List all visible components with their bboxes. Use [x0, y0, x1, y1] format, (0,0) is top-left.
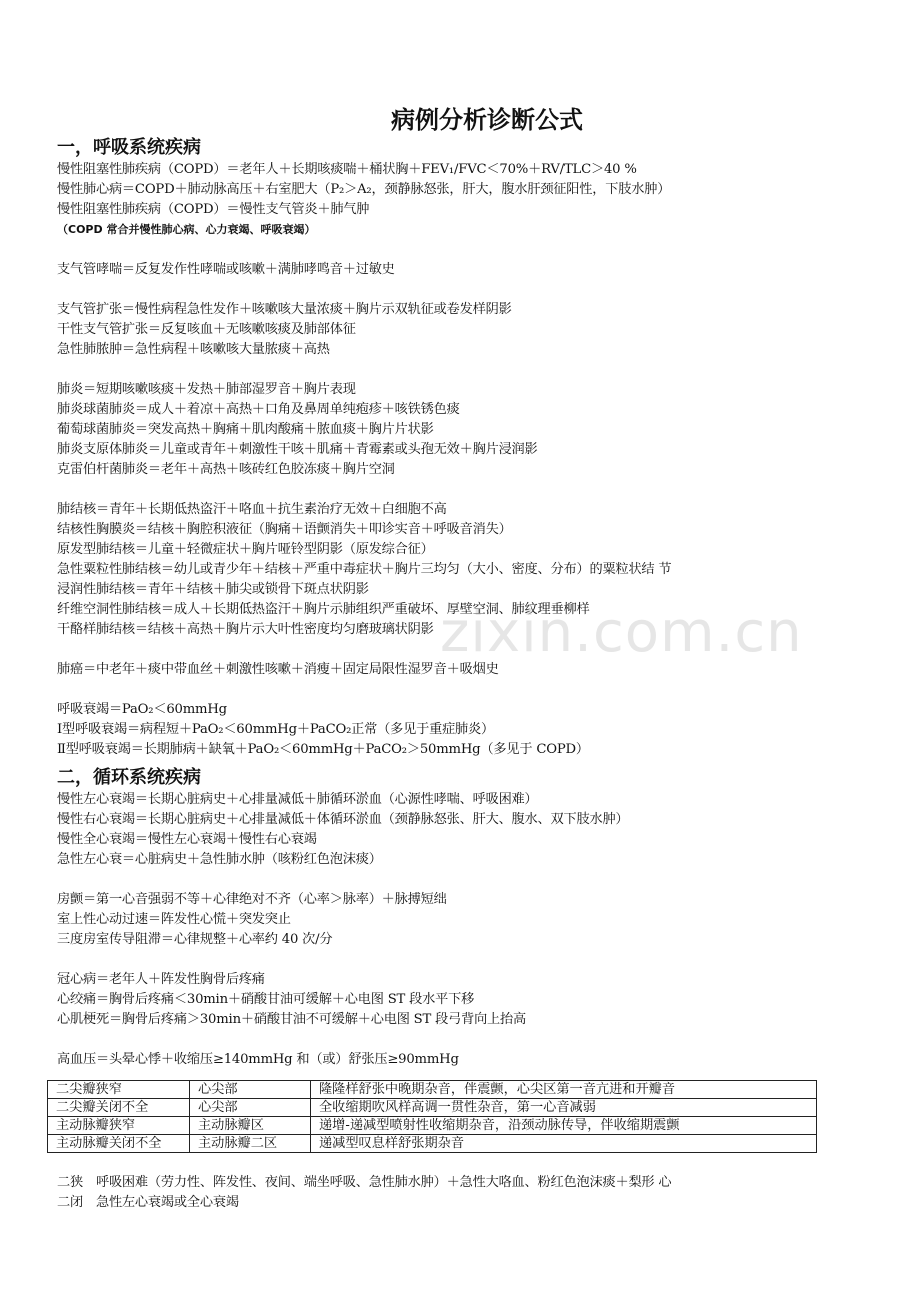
formula-line: 原发型肺结核＝儿童＋轻微症状＋胸片哑铃型阴影（原发综合征）	[57, 542, 434, 557]
formula-line: 结核性胸膜炎＝结核＋胸腔积液征（胸痛＋语颤消失＋叩诊实音＋呼吸音消失）	[57, 522, 512, 537]
coronary-group	[57, 970, 857, 1030]
formula-line: 心绞痛＝胸骨后疼痛＜30min＋硝酸甘油可缓解＋心电图 ST 段水平下移	[57, 992, 475, 1007]
formula-line: Ⅰ型呼吸衰竭＝病程短＋PaO₂＜60mmHg＋PaCO₂正常（多见于重症肺炎）	[57, 722, 495, 737]
auscultation-site-cell: 心尖部	[190, 1099, 311, 1117]
formula-line: 慢性阻塞性肺疾病（COPD）＝慢性支气管炎＋肺气肿	[57, 202, 370, 217]
formula-line: 急性肺脓肿＝急性病程＋咳嗽咳大量脓痰＋高热	[57, 342, 330, 357]
formula-line: 慢性右心衰竭＝长期心脏病史＋心排量减低＋体循环淤血（颈静脉怒张、肝大、腹水、双下肢水肿）	[57, 812, 629, 827]
murmur-description-cell: 隆隆样舒张中晚期杂音，伴震颤，心尖区第一音亢进和开瓣音	[311, 1081, 817, 1099]
hypertension-group	[57, 1050, 857, 1070]
auscultation-site-cell: 心尖部	[190, 1081, 311, 1099]
table-row	[48, 1081, 817, 1099]
formula-line: 肺炎球菌肺炎＝成人＋着凉＋高热＋口角及鼻周单纯疱疹＋咳铁锈色痰	[57, 402, 460, 417]
murmur-description-cell: 全收缩期吹风样高调一贯性杂音，第一心音减弱	[311, 1099, 817, 1117]
pneumonia-group	[57, 380, 857, 480]
copd-group	[57, 160, 857, 220]
formula-line: 心肌梗死＝胸骨后疼痛＞30min＋硝酸甘油不可缓解＋心电图 ST 段弓背向上抬高	[57, 1012, 527, 1027]
formula-line: 支气管扩张＝慢性病程急性发作＋咳嗽咳大量浓痰＋胸片示双轨征或卷发样阴影	[57, 302, 512, 317]
formula-line: 克雷伯杆菌肺炎＝老年＋高热＋咳砖红色胶冻痰＋胸片空洞	[57, 462, 395, 477]
formula-line: 二闭 急性左心衰竭或全心衰竭	[57, 1195, 239, 1210]
valve-disease-table	[47, 1080, 817, 1153]
mitral-summary-group	[57, 1173, 857, 1213]
formula-line: 慢性左心衰竭＝长期心脏病史＋心排量减低＋肺循环淤血（心源性哮喘、呼吸困难）	[57, 792, 538, 807]
auscultation-site-cell: 主动脉瓣区	[190, 1117, 311, 1135]
formula-line: 葡萄球菌肺炎＝突发高热＋胸痛＋肌肉酸痛＋脓血痰＋胸片片状影	[57, 422, 434, 437]
formula-line: 支气管哮喘＝反复发作性哮喘或咳嗽＋满肺哮鸣音＋过敏史	[57, 262, 395, 277]
formula-line: 室上性心动过速＝阵发性心慌＋突发突止	[57, 912, 291, 927]
formula-line: 慢性肺心病＝COPD＋肺动脉高压＋右室肥大（P₂＞A₂，颈静脉怒张，肝大，腹水肝颈征阳性，下肢水肿）	[57, 182, 671, 197]
auscultation-site-cell: 主动脉瓣二区	[190, 1135, 311, 1153]
copd-note: （COPD 常合并慢性肺心病、心力衰竭、呼吸衰竭）	[57, 223, 316, 236]
bronchiectasis-group	[57, 300, 857, 360]
murmur-description-cell: 递增-递减型喷射性收缩期杂音，沿颈动脉传导，伴收缩期震颤	[311, 1117, 817, 1135]
lung-cancer-group	[57, 660, 857, 680]
formula-line: 肺结核＝青年＋长期低热盗汗＋咯血＋抗生素治疗无效＋白细胞不高	[57, 502, 447, 517]
formula-line: 呼吸衰竭＝PaO₂＜60mmHg	[57, 702, 227, 717]
formula-line: 急性粟粒性肺结核＝幼儿或青少年＋结核＋严重中毒症状＋胸片三均匀（大小、密度、分布）的粟粒状结 节	[57, 562, 672, 577]
formula-line: 慢性阻塞性肺疾病（COPD）＝老年人＋长期咳痰喘＋桶状胸＋FEV₁/FVC＜70%＋RV/TLC＞40 %	[57, 162, 637, 177]
formula-line: Ⅱ型呼吸衰竭＝长期肺病＋缺氧＋PaO₂＜60mmHg＋PaCO₂＞50mmHg（多见于 COPD）	[57, 742, 589, 757]
formula-line: 房颤＝第一心音强弱不等＋心律绝对不齐（心率＞脉率）＋脉搏短绌	[57, 892, 447, 907]
table-row	[48, 1117, 817, 1135]
watermark: zixin.com.cn	[440, 600, 803, 665]
formula-line: 急性左心衰＝心脏病史＋急性肺水肿（咳粉红色泡沫痰）	[57, 852, 382, 867]
table-row	[48, 1135, 817, 1153]
arrhythmia-group	[57, 890, 857, 950]
heart-failure-group	[57, 790, 857, 870]
valve-name-cell: 主动脉瓣狭窄	[48, 1117, 190, 1135]
formula-line: 慢性全心衰竭＝慢性左心衰竭＋慢性右心衰竭	[57, 832, 317, 847]
formula-line: 浸润性肺结核＝青年＋结核＋肺尖或锁骨下斑点状阴影	[57, 582, 369, 597]
document-page	[57, 104, 857, 1213]
asthma-group	[57, 260, 857, 280]
formula-line: 肺癌＝中老年＋痰中带血丝＋刺激性咳嗽＋消瘦＋固定局限性湿罗音＋吸烟史	[57, 662, 499, 677]
table-row	[48, 1099, 817, 1117]
valve-name-cell: 二尖瓣狭窄	[48, 1081, 190, 1099]
formula-line: 高血压＝头晕心悸＋收缩压≥140mmHg 和（或）舒张压≥90mmHg	[57, 1052, 459, 1067]
formula-line: 肺炎支原体肺炎＝儿童或青年＋刺激性干咳＋肌痛＋青霉素或头孢无效＋胸片浸润影	[57, 442, 538, 457]
formula-line: 二狭 呼吸困难（劳力性、阵发性、夜间、端坐呼吸、急性肺水肿）＋急性大咯血、粉红色泡沫痰＋梨形 心	[57, 1175, 672, 1190]
section-heading-respiratory: 一，呼吸系统疾病	[57, 137, 201, 158]
formula-line: 三度房室传导阻滞＝心律规整＋心率约 40 次/分	[57, 932, 333, 947]
formula-line: 肺炎＝短期咳嗽咳痰＋发热＋肺部湿罗音＋胸片表现	[57, 382, 356, 397]
formula-line: 纤维空洞性肺结核＝成人＋长期低热盗汗＋胸片示肺组织严重破坏、厚壁空洞、肺纹理垂柳样	[57, 602, 590, 617]
valve-name-cell: 二尖瓣关闭不全	[48, 1099, 190, 1117]
formula-line: 干酪样肺结核＝结核＋高热＋胸片示大叶性密度均匀磨玻璃状阴影	[57, 622, 434, 637]
section-heading-circulatory: 二，循环系统疾病	[57, 767, 201, 788]
page-title: 病例分析诊断公式	[391, 106, 583, 134]
valve-name-cell: 主动脉瓣关闭不全	[48, 1135, 190, 1153]
respiratory-failure-group	[57, 700, 857, 760]
tuberculosis-group	[57, 500, 857, 640]
formula-line: 干性支气管扩张＝反复咳血＋无咳嗽咳痰及肺部体征	[57, 322, 356, 337]
murmur-description-cell: 递减型叹息样舒张期杂音	[311, 1135, 817, 1153]
formula-line: 冠心病＝老年人＋阵发性胸骨后疼痛	[57, 972, 265, 987]
